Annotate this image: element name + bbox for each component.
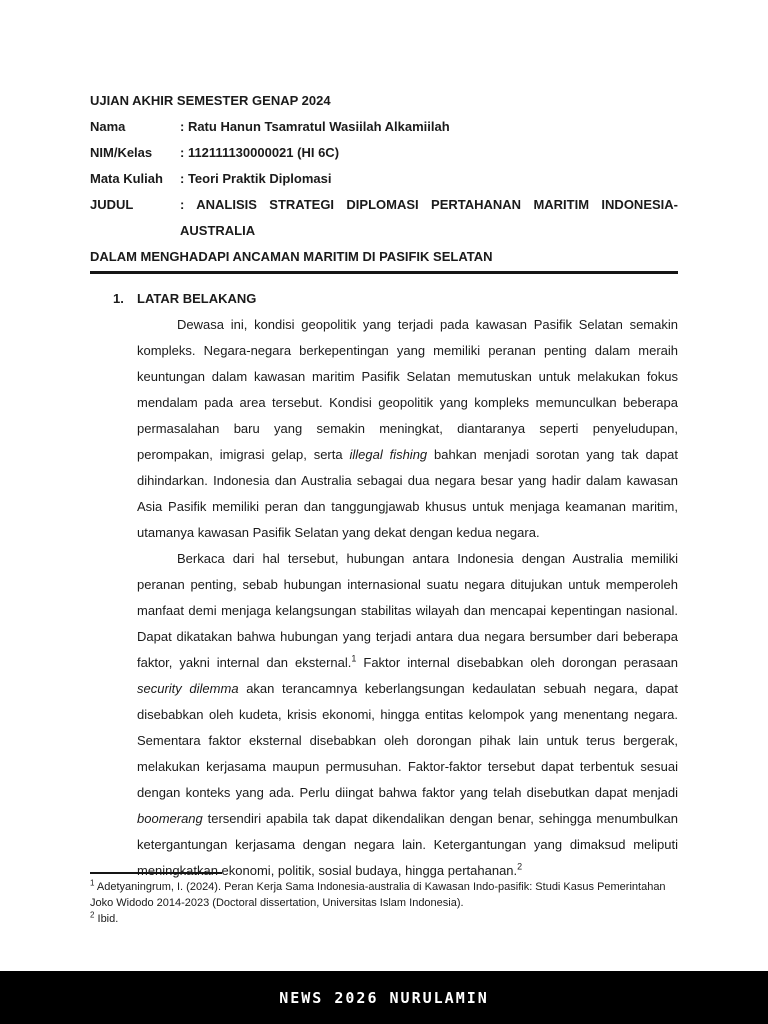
- footnote-marker: 1: [90, 878, 95, 888]
- section-heading-label: LATAR BELAKANG: [137, 291, 257, 306]
- field-label-nama: Nama: [90, 119, 126, 134]
- field-value-judul-line2: DALAM MENGHADAPI ANCAMAN MARITIM DI PASIFIK SELATAN: [90, 249, 493, 264]
- document-title: UJIAN AKHIR SEMESTER GENAP 2024: [90, 93, 331, 108]
- field-label-mata-kuliah: Mata Kuliah: [90, 171, 163, 186]
- document-page: [90, 88, 678, 884]
- footnote-marker: 2: [90, 910, 95, 920]
- italic-term: boomerang: [137, 811, 203, 826]
- text-run: Dewasa ini, kondisi geopolitik yang terjadi pada kawasan Pasifik Selatan semakin kompleks. Negara-negara berkepentingan yang memiliki peranan penting dalam meraih keuntungan dalam kawasan maritim Pasifik Selatan memutuskan untuk melakukan fokus mendalam pada area tersebut. Kondisi geopolitik yang kompleks memunculkan beberapa permasalahan baru yang semakin meningkat, diantaranya seperti penyeludupan, perompakan, imigrasi gelap, serta: [137, 317, 678, 462]
- text-run: bahkan menjadi sorotan yang tak dapat dihindarkan. Indonesia dan Australia sebagai dua negara besar yang hadir dalam kawasan Asia Pasifik memiliki peran dan tanggungjawab khusus untuk menjaga keamanan maritim, utamanya kawasan Pasifik Selatan yang dekat dengan kedua negara.: [137, 447, 678, 540]
- text-run: akan terancamnya keberlangsungan kedaulatan sebuah negara, dapat disebabkan oleh kudeta, krisis ekonomi, hingga entitas kelompok yang menentang negara. Sementara faktor eksternal disebabkan oleh dorongan pihak lain untuk terus bergerak, melakukan kerjasama maupun permusuhan. Faktor-faktor tersebut dapat terbentuk sesuai dengan konteks yang ada. Perlu diingat bahwa faktor yang telah disebutkan dapat menjadi: [137, 681, 678, 800]
- title-underline: [90, 271, 678, 274]
- field-row-judul: [90, 192, 678, 244]
- field-value-nama: : Ratu Hanun Tsamratul Wasiilah Alkamiilah: [180, 119, 450, 134]
- field-value-judul-line1: : ANALISIS STRATEGI DIPLOMASI PERTAHANAN MARITIM INDONESIA-AUSTRALIA: [180, 197, 678, 238]
- footnote-item: [90, 911, 678, 927]
- field-row-nim-kelas: [90, 140, 678, 166]
- body-paragraph: [137, 546, 678, 884]
- field-row-mata-kuliah: [90, 166, 678, 192]
- footnote-text: Ibid.: [94, 913, 119, 925]
- field-value-nim-kelas: : 112111130000021 (HI 6C): [180, 145, 340, 160]
- field-label-nim-kelas: NIM/Kelas: [90, 145, 153, 160]
- italic-term: illegal fishing: [349, 447, 428, 462]
- text-run: Berkaca dari hal tersebut, hubungan antara Indonesia dengan Australia memiliki peranan penting, sebab hubungan internasional suatu negara ditujukan untuk memperoleh manfaat demi menjaga kelangsungan stabilitas wilayah dan mencapai kepentingan nasional. Dapat dikatakan bahwa hubungan yang terjadi antara dua negara bersumber dari beberapa faktor, yakni internal dan eksternal.: [137, 551, 678, 670]
- section-heading: [113, 286, 678, 312]
- text-run: Faktor internal disebabkan oleh dorongan perasaan: [356, 655, 679, 670]
- footnote-separator: [90, 872, 222, 874]
- text-run: tersendiri apabila tak dapat dikendalikan dengan benar, sehingga menumbulkan ketergantungan kerjasama dengan negara lain. Ketergantungan yang dimaksud meliputi meningkatkan ekonomi, politik, sosial budaya, hingga pertahanan.: [137, 811, 678, 878]
- footnote-reference: 1: [351, 653, 357, 664]
- italic-term: security dilemma: [137, 681, 239, 696]
- field-value-mata-kuliah: : Teori Praktik Diplomasi: [180, 171, 332, 186]
- field-row-nama: [90, 114, 678, 140]
- section-number: 1.: [113, 291, 124, 306]
- footer-banner: [0, 971, 768, 1024]
- field-label-judul: JUDUL: [90, 197, 134, 212]
- footer-banner-text: NEWS 2026 NURULAMIN: [279, 988, 489, 1007]
- footnote-reference: 2: [517, 861, 523, 872]
- body-paragraph: [137, 312, 678, 546]
- footnotes-area: [90, 872, 678, 927]
- footnote-list: [90, 879, 678, 927]
- section-body: [137, 312, 678, 884]
- footnote-item: [90, 879, 678, 911]
- footnote-text: Adetyaningrum, I. (2024). Peran Kerja Sama Indonesia-australia di Kawasan Indo-pasifik: Studi Kasus Pemerintahan Joko Widodo 2014-2023 (Doctoral dissertation, Universitas Islam Indonesia).: [90, 881, 666, 909]
- section-latar-belakang: [113, 286, 679, 884]
